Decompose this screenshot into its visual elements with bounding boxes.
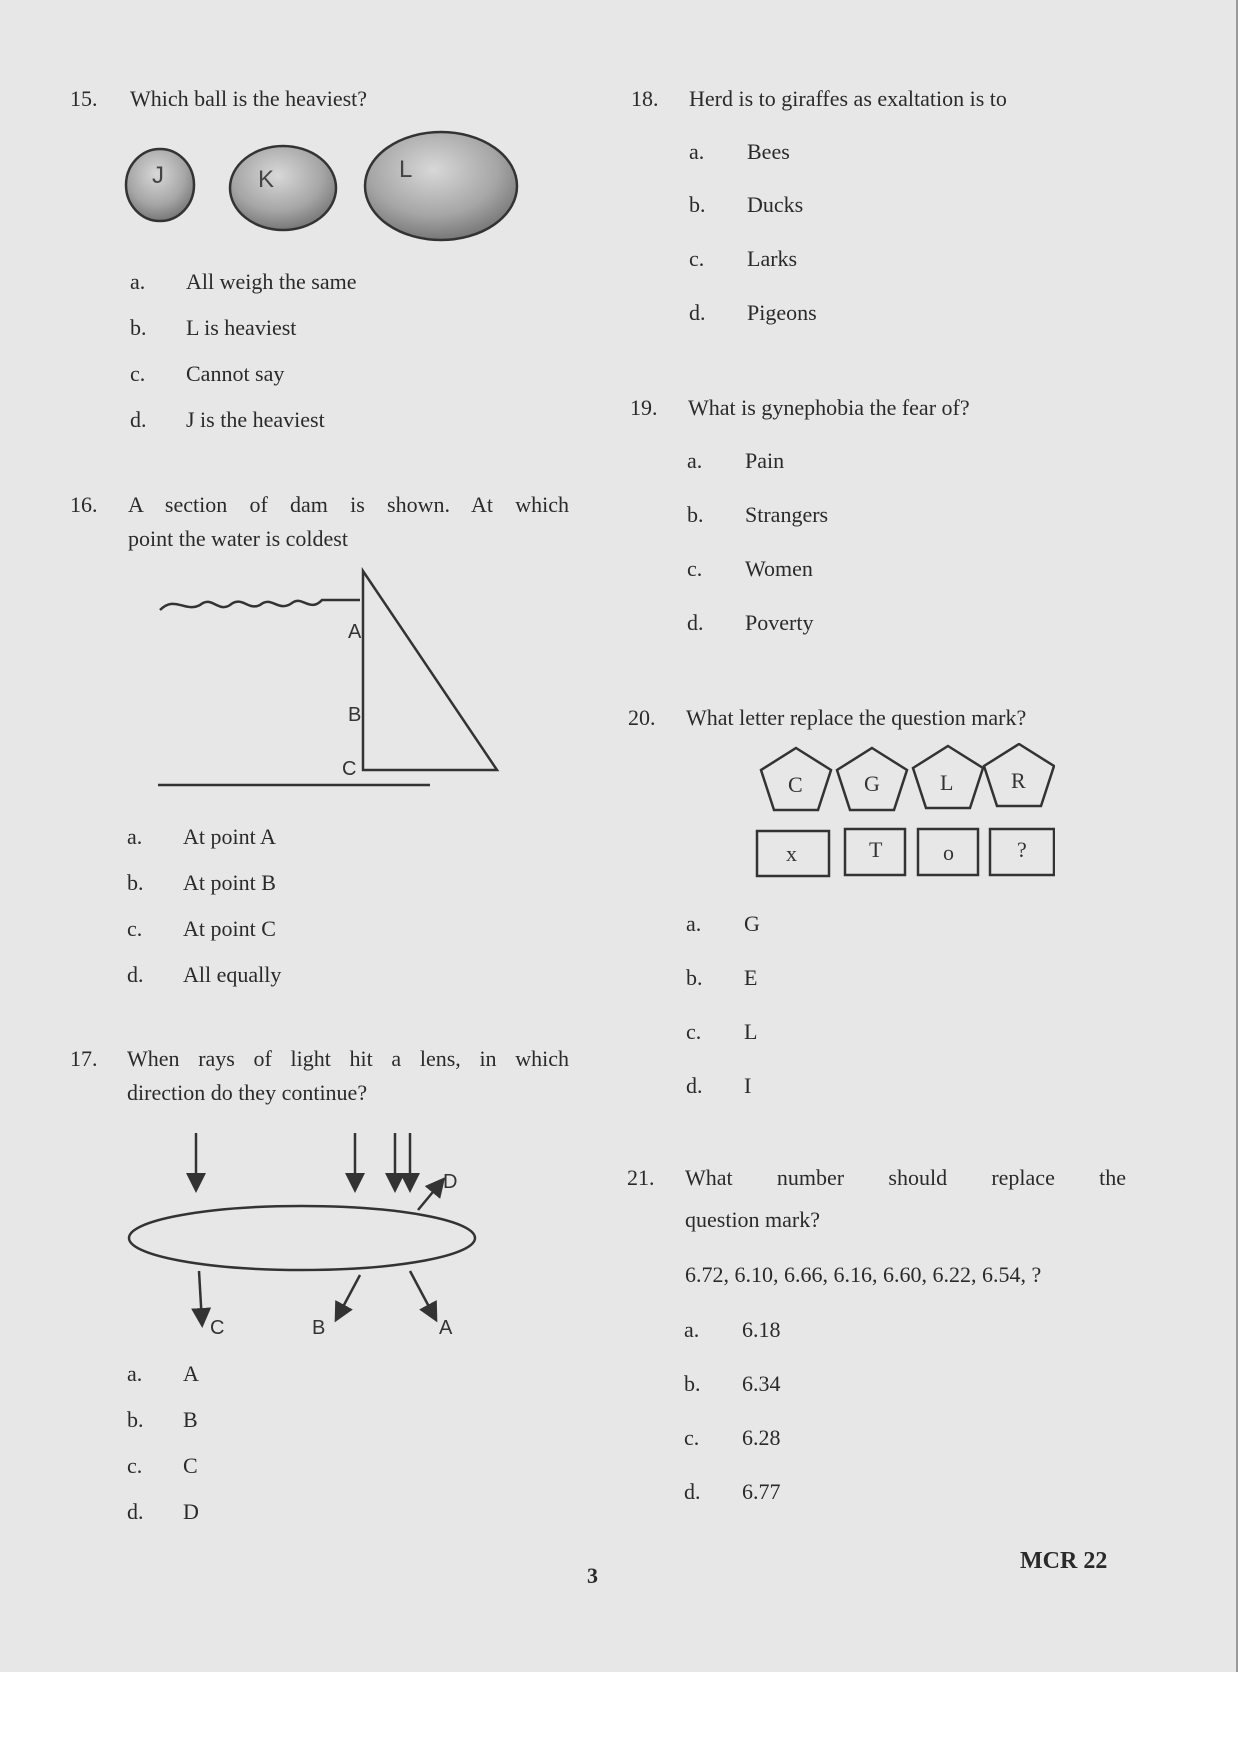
question-19	[630, 391, 1110, 431]
question-number: 17.	[70, 1046, 98, 1071]
question-number: 16.	[70, 492, 98, 517]
question-15	[70, 82, 550, 122]
point-b-label: B	[348, 704, 362, 726]
question-text-line1: A section of dam is shown. At which	[128, 492, 569, 517]
box-1-letter: x	[786, 841, 797, 866]
question-text: What letter replace the question mark?	[686, 705, 1027, 730]
ball-k	[230, 146, 336, 230]
question-number: 15.	[70, 86, 98, 111]
paper-code: MCR 22	[1020, 1548, 1108, 1574]
ball-l-label: L	[399, 156, 413, 183]
question-number: 21.	[627, 1165, 655, 1190]
question-number: 19.	[630, 395, 658, 420]
exam-page: 15. Which ball is the heaviest? J K L a. All weigh the same b. L is heaviest c. Cannot say d. J is the heaviest 16. A section of dam is shown. At which point the water is coldest A B C a. At point A b. At point B c. At point C d. All equally 17. When rays of light hit a lens, in which direction do they continue? D C B A a. A b. B c. C d. D 18. Herd is to giraffes as exaltation is to a. Bees b. Ducks c. Larks d. Pigeons 19. What is gynephobia the fear of? a. Pain b. Strangers c. Women d. Poverty 20. What letter replace the question mark? C G L R x T o ? a. G b. E c. L d. I 21. What number should replace the question mark? 6.72, 6.10, 6.66, 6.16, 6.60, 6.22, 6.54, ? a. 6.18 b. 6.34 c. 6.28 d. 6.77 3 MCR 22	[0, 0, 1238, 1672]
question-text-line2: point the water is coldest	[128, 526, 348, 551]
question-number: 18.	[631, 86, 659, 111]
ball-j-label: J	[152, 162, 164, 189]
page-number: 3	[587, 1563, 598, 1588]
question-20	[628, 701, 1128, 741]
dam-figure	[150, 565, 510, 795]
box-3-letter: o	[943, 840, 954, 865]
box-4-letter: ?	[1017, 837, 1027, 862]
direction-d-label: D	[443, 1171, 458, 1193]
question-text-line2: direction do they continue?	[127, 1080, 368, 1105]
question-21	[627, 1161, 1127, 1241]
direction-b-label: B	[312, 1317, 326, 1339]
pentagon-3-letter: L	[940, 770, 954, 795]
ray-b	[337, 1275, 360, 1318]
question-text-line1: What number should replace the	[685, 1165, 1126, 1190]
direction-c-label: C	[210, 1317, 225, 1339]
question-text-line1: When rays of light hit a lens, in which	[127, 1046, 569, 1071]
box-2-letter: T	[869, 837, 883, 862]
pentagon-4-letter: R	[1011, 768, 1026, 793]
question-17	[70, 1042, 570, 1112]
pentagon-1-letter: C	[788, 772, 803, 797]
lens-figure	[120, 1128, 490, 1348]
ray-d	[418, 1181, 442, 1210]
question-16	[70, 488, 570, 558]
letter-puzzle-figure	[755, 743, 1055, 883]
lens	[129, 1206, 475, 1270]
point-a-label: A	[348, 621, 362, 643]
ray-c	[199, 1271, 202, 1323]
number-sequence: 6.72, 6.10, 6.66, 6.16, 6.60, 6.22, 6.54, ?	[685, 1262, 1042, 1287]
ray-a	[410, 1271, 435, 1318]
balls-figure	[115, 130, 525, 250]
question-text: Herd is to giraffes as exaltation is to	[689, 86, 1007, 111]
pentagon-2-letter: G	[864, 771, 880, 796]
question-number: 20.	[628, 705, 656, 730]
point-c-label: C	[342, 758, 357, 780]
ball-l	[365, 132, 517, 240]
dam-wall	[363, 571, 497, 770]
ball-k-label: K	[258, 166, 275, 193]
question-text: What is gynephobia the fear of?	[688, 395, 970, 420]
question-text: Which ball is the heaviest?	[130, 86, 368, 111]
question-text-line2: question mark?	[685, 1207, 821, 1232]
question-18	[631, 82, 1111, 122]
direction-a-label: A	[439, 1317, 453, 1339]
water-surface-wave	[160, 600, 360, 610]
